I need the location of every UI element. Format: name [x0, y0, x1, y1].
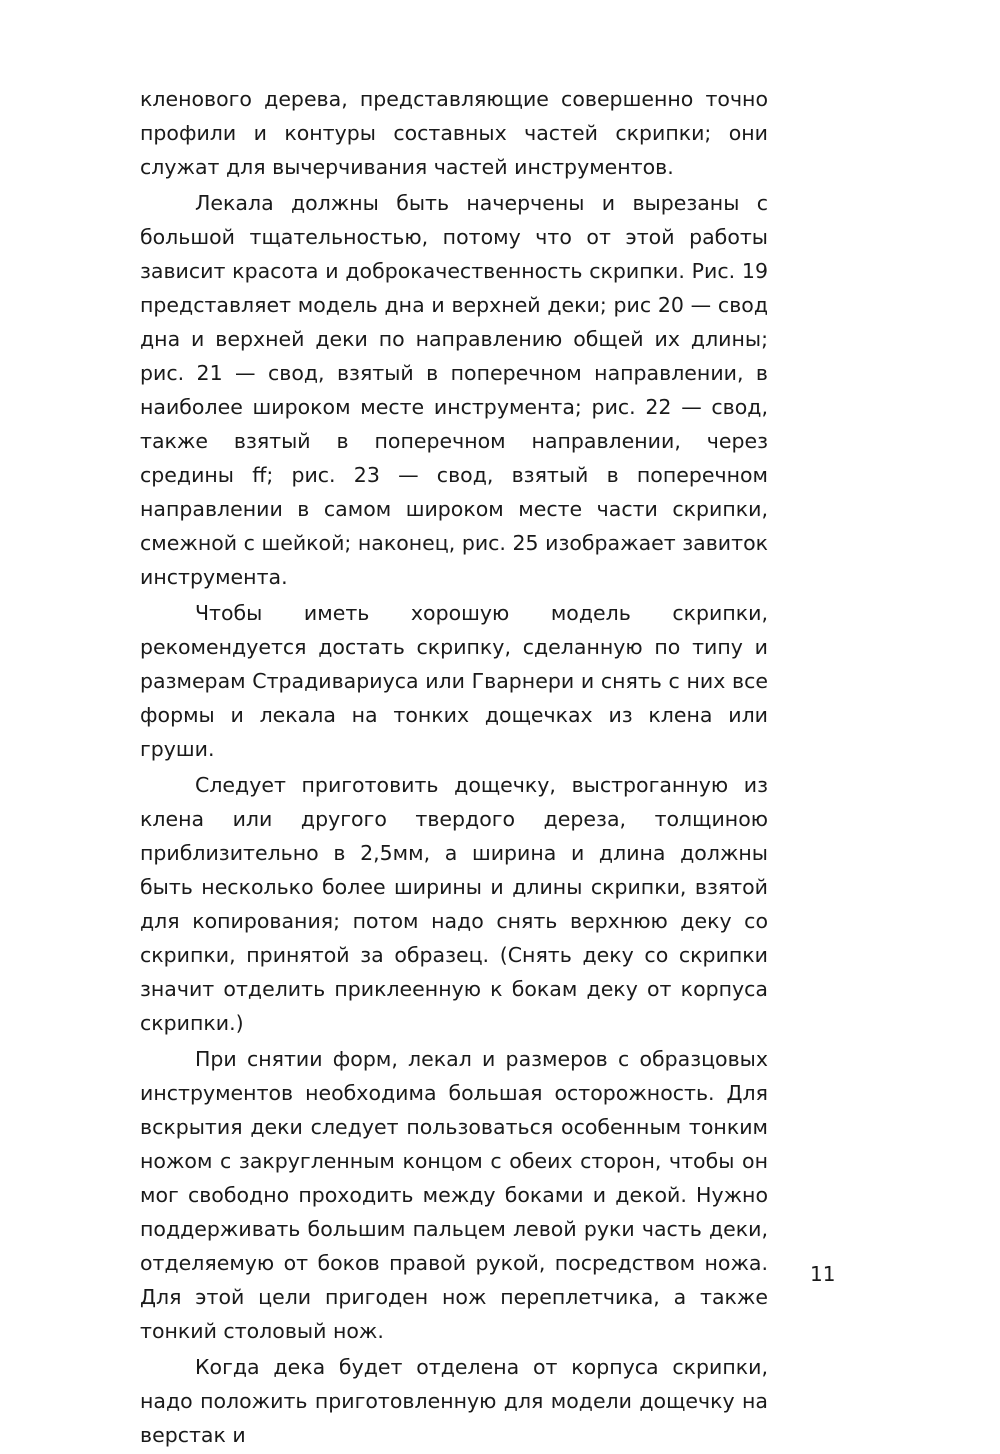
- paragraph: Лекала должны быть начерчены и вырезаны с большой тщательностью, потому что от этой работы зависит красота и доброкачественность скрипки. Рис. 19 представляет модель дна и верхней деки; рис 20 — свод дна и верхней деки по направлению общей их длины; рис. 21 — свод, взятый в поперечном направлении, в наиболее широком месте инструмента; рис. 22 — свод, также взятый в поперечном направлении, через средины ff; рис. 23 — свод, взятый в поперечном направлении в самом широком месте части скрипки, смежной с шейкой; наконец, рис. 25 изображает завиток инструмента.: [140, 191, 768, 589]
- paragraph: При снятии форм, лекал и размеров с образцовых инструментов необходима большая осторожность. Для вскрытия деки следует пользоваться особенным тонким ножом с закругленным концом с обеих сторон, чтобы он мог свободно проходить между боками и декой. Нужно поддерживать большим пальцем левой руки часть деки, отделяемую от боков правой рукой, посредством ножа. Для этой цели пригоден нож переплетчика, а также тонкий столовый нож.: [140, 1047, 768, 1343]
- paragraph: Чтобы иметь хорошую модель скрипки, рекомендуется достать скрипку, сделанную по типу и размерам Страдивариуса или Гварнери и снять с них все формы и лекала на тонких дощечках из клена или груши.: [140, 601, 768, 761]
- paragraph: Когда дека будет отделена от корпуса скрипки, надо положить приготовленную для модели дощечку на верстак и: [140, 1355, 768, 1447]
- page-body: [140, 82, 768, 1454]
- page-number: 11: [810, 1262, 836, 1286]
- paragraph: Следует приготовить дощечку, выстроганную из клена или другого твердого дереза, толщиною приблизительно в 2,5мм, а ширина и длина должны быть несколько более ширины и длины скрипки, взятой для копирования; потом надо снять верхнюю деку со скрипки, принятой за образец. (Снять деку со скрипки значит отделить приклеенную к бокам деку от корпуса скрипки.): [140, 773, 768, 1035]
- paragraph-continued: кленового дерева, представляющие совершенно точно профили и контуры составных частей скрипки; они служат для вычерчивания частей инструментов.: [140, 87, 768, 179]
